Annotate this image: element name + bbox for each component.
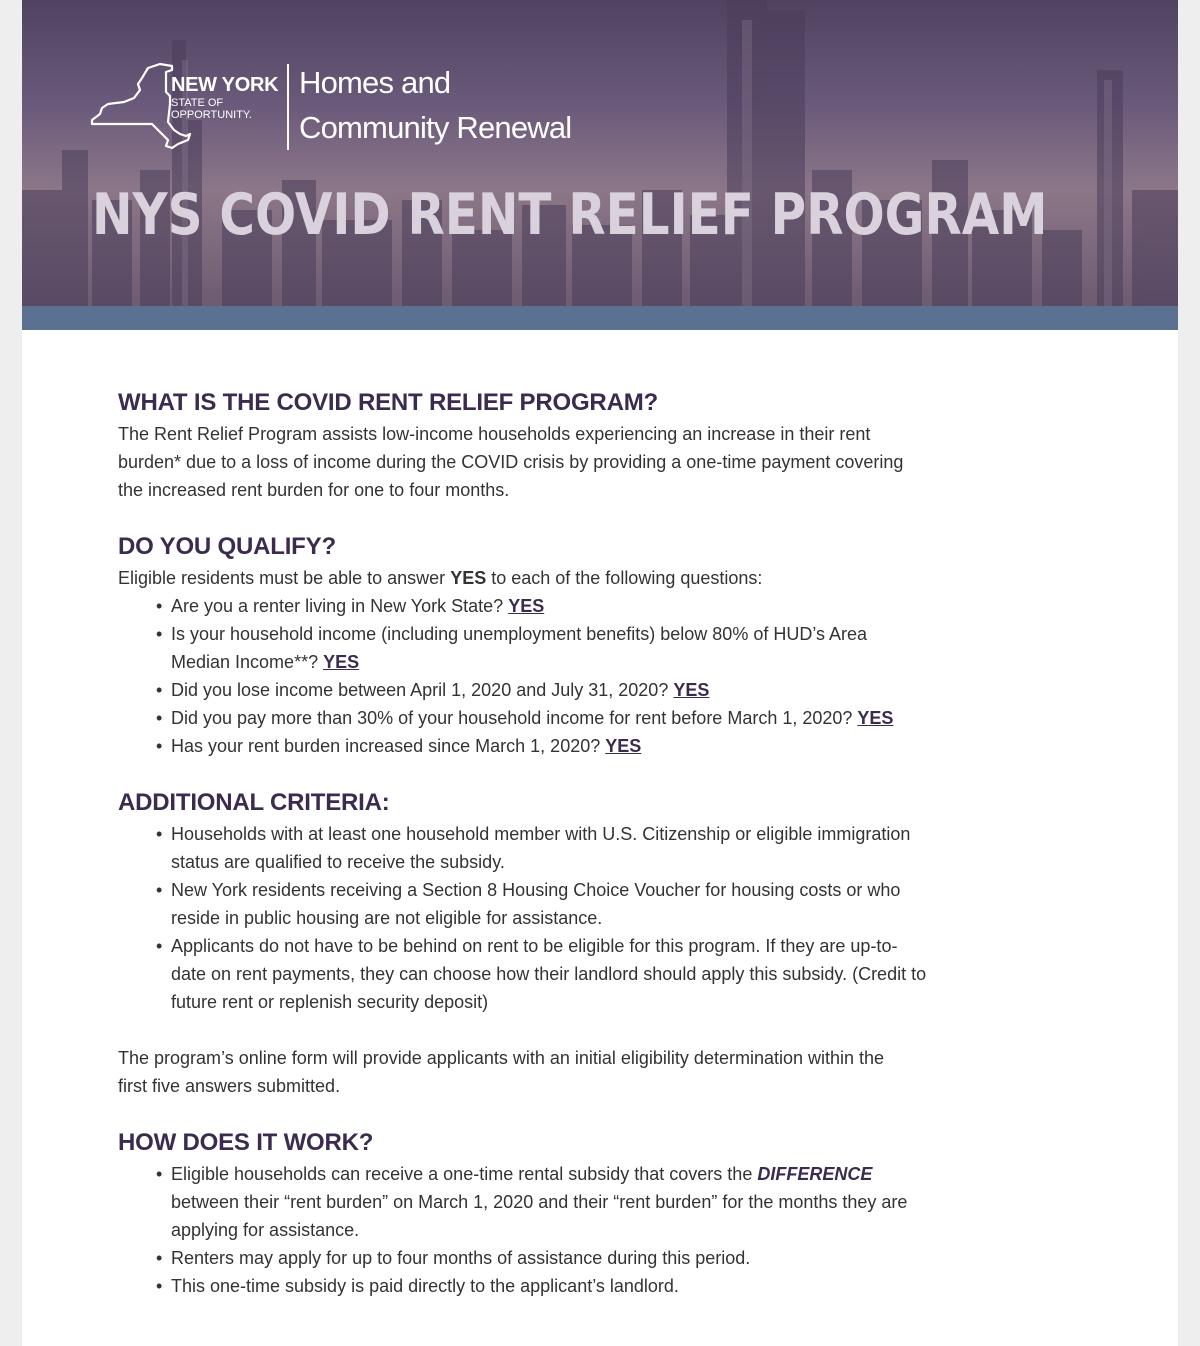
list-item xyxy=(118,1272,1048,1300)
question-text: Are you a renter living in New York State? xyxy=(171,596,509,616)
section-how-it-works xyxy=(118,1126,1048,1300)
yes-answer: YES xyxy=(323,652,360,672)
list-item xyxy=(118,732,1048,760)
yes-answer: YES xyxy=(508,596,545,616)
program-title: NYS COVID RENT RELIEF PROGRAM xyxy=(92,182,1048,248)
paragraph xyxy=(118,420,1048,504)
eligibility-note xyxy=(118,1044,1048,1100)
question-text: Has your rent burden increased since March 1, 2020? xyxy=(171,736,606,756)
qualify-list xyxy=(118,592,1048,760)
list-item xyxy=(118,676,1048,704)
paragraph-line: the increased rent burden for one to four months. xyxy=(118,480,510,500)
agency-name-line: Homes and xyxy=(299,65,451,100)
yes-answer: YES xyxy=(857,708,894,728)
question-text: Is your household income (including unemployment benefits) below 80% of HUD’s Area xyxy=(171,624,868,644)
paragraph-line: first five answers submitted. xyxy=(118,1076,341,1096)
yes-answer: YES xyxy=(605,736,642,756)
document-body xyxy=(118,386,1048,1300)
section-heading: WHAT IS THE COVID RENT RELIEF PROGRAM? xyxy=(118,389,658,416)
paragraph-line: The Rent Relief Program assists low-income households experiencing an increase in their rent xyxy=(118,424,871,444)
criteria-text: future rent or replenish security deposit) xyxy=(171,992,489,1012)
difference-emphasis: DIFFERENCE xyxy=(757,1164,873,1184)
qualify-intro xyxy=(118,564,1048,592)
criteria-list xyxy=(118,820,1048,1016)
criteria-text: New York residents receiving a Section 8 Housing Choice Voucher for housing costs or who xyxy=(171,880,901,900)
criteria-text: date on rent payments, they can choose how their landlord should apply this subsidy. (Credit to xyxy=(171,964,927,984)
agency-name-line: Community Renewal xyxy=(299,110,572,145)
list-item xyxy=(118,820,1048,876)
yes-answer: YES xyxy=(673,680,710,700)
criteria-text: Households with at least one household member with U.S. Citizenship or eligible immigration xyxy=(171,824,911,844)
list-item xyxy=(118,620,1048,676)
how-text: applying for assistance. xyxy=(171,1220,360,1240)
how-text: This one-time subsidy is paid directly to the applicant’s landlord. xyxy=(171,1276,679,1296)
section-what-is xyxy=(118,386,1048,504)
logo-divider xyxy=(287,64,289,150)
section-additional-criteria xyxy=(118,786,1048,1100)
header-stripe xyxy=(22,306,1178,330)
list-item xyxy=(118,1244,1048,1272)
intro-text: to each of the following questions: xyxy=(486,568,763,588)
header-banner xyxy=(22,0,1178,306)
section-qualify xyxy=(118,530,1048,760)
paragraph-line: The program’s online form will provide applicants with an initial eligibility determination within the xyxy=(118,1048,885,1068)
agency-name xyxy=(299,60,619,150)
section-heading: DO YOU QUALIFY? xyxy=(118,533,336,560)
city-skyline-image xyxy=(22,0,1178,306)
list-item xyxy=(118,704,1048,732)
section-heading: HOW DOES IT WORK? xyxy=(118,1129,374,1156)
intro-text: Eligible residents must be able to answer xyxy=(118,568,451,588)
criteria-text: status are qualified to receive the subsidy. xyxy=(171,852,505,872)
list-item xyxy=(118,932,1048,1016)
list-item xyxy=(118,876,1048,932)
how-text: Eligible households can receive a one-time rental subsidy that covers the xyxy=(171,1164,758,1184)
question-text: Median Income**? xyxy=(171,652,324,672)
criteria-text: Applicants do not have to be behind on rent to be eligible for this program. If they are up-to- xyxy=(171,936,898,956)
how-list xyxy=(118,1160,1048,1300)
paragraph-line: burden* due to a loss of income during the COVID crisis by providing a one-time payment covering xyxy=(118,452,904,472)
logo-tagline-line: OPPORTUNITY. xyxy=(171,109,252,121)
question-text: Did you lose income between April 1, 2020 and July 31, 2020? xyxy=(171,680,674,700)
list-item xyxy=(118,1160,1048,1244)
section-heading: ADDITIONAL CRITERIA: xyxy=(118,789,390,816)
question-text: Did you pay more than 30% of your household income for rent before March 1, 2020? xyxy=(171,708,858,728)
list-item xyxy=(118,592,1048,620)
logo-tagline xyxy=(171,97,291,121)
criteria-text: reside in public housing are not eligible for assistance. xyxy=(171,908,603,928)
logo-state-name: NEW YORK xyxy=(171,74,279,96)
how-text: Renters may apply for up to four months of assistance during this period. xyxy=(171,1248,751,1268)
intro-yes: YES xyxy=(450,568,487,588)
how-text: between their “rent burden” on March 1, 2020 and their “rent burden” for the months they are xyxy=(171,1192,908,1212)
logo-tagline-line: STATE OF xyxy=(171,97,224,109)
